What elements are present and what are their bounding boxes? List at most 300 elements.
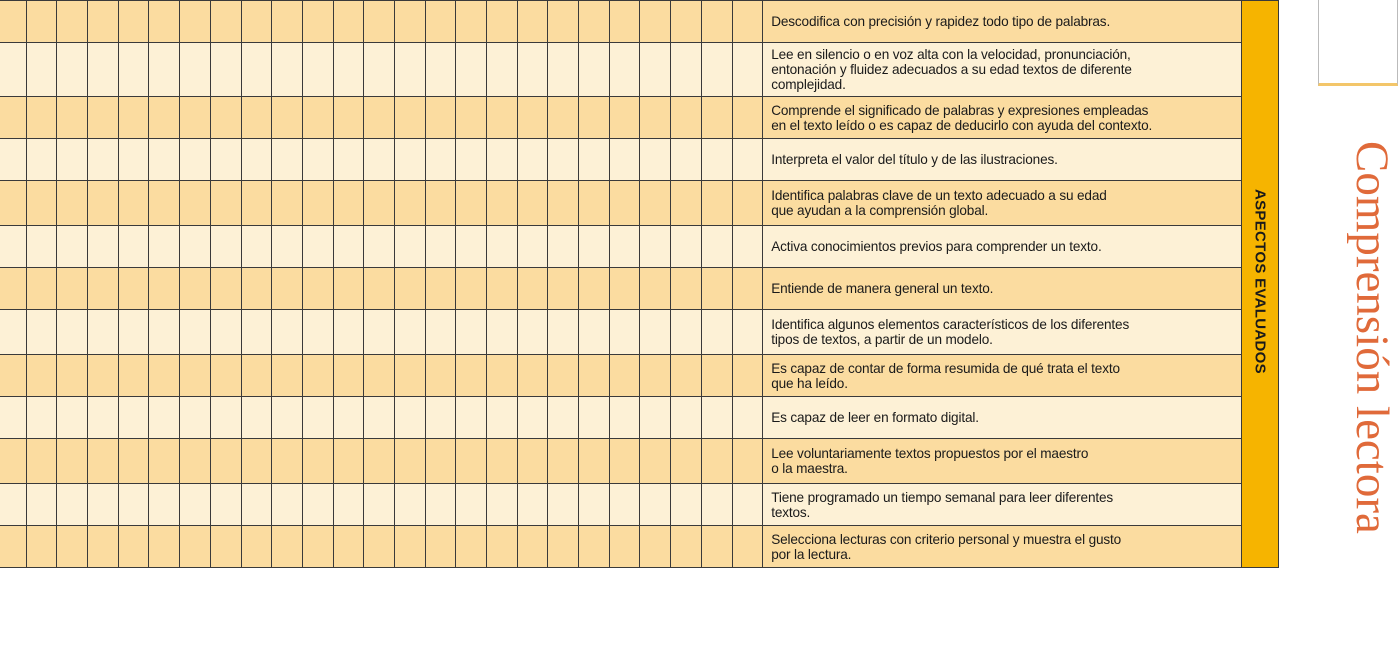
check-cell[interactable] [210, 484, 241, 526]
check-cell[interactable] [364, 226, 395, 268]
check-cell[interactable] [302, 268, 333, 310]
check-cell[interactable] [149, 139, 180, 181]
check-cell[interactable] [394, 43, 425, 97]
check-cell[interactable] [487, 1, 518, 43]
check-cell[interactable] [517, 526, 548, 568]
check-cell[interactable] [579, 139, 610, 181]
check-cell[interactable] [609, 43, 640, 97]
check-cell[interactable] [272, 355, 303, 397]
check-cell[interactable] [579, 43, 610, 97]
check-cell[interactable] [333, 97, 364, 139]
check-cell[interactable] [425, 397, 456, 439]
check-cell[interactable] [640, 484, 671, 526]
check-cell[interactable] [57, 355, 88, 397]
check-cell[interactable] [26, 439, 57, 484]
check-cell[interactable] [364, 181, 395, 226]
check-cell[interactable] [180, 181, 211, 226]
check-cell[interactable] [210, 397, 241, 439]
check-cell[interactable] [640, 139, 671, 181]
check-cell[interactable] [210, 226, 241, 268]
check-cell[interactable] [180, 226, 211, 268]
check-cell[interactable] [640, 526, 671, 568]
check-cell[interactable] [732, 439, 763, 484]
check-cell[interactable] [425, 526, 456, 568]
check-cell[interactable] [88, 43, 119, 97]
check-cell[interactable] [180, 439, 211, 484]
check-cell[interactable] [364, 397, 395, 439]
check-cell[interactable] [26, 484, 57, 526]
check-cell[interactable] [0, 310, 26, 355]
check-cell[interactable] [180, 526, 211, 568]
check-cell[interactable] [579, 397, 610, 439]
check-cell[interactable] [548, 1, 579, 43]
check-cell[interactable] [548, 139, 579, 181]
check-cell[interactable] [26, 397, 57, 439]
check-cell[interactable] [272, 181, 303, 226]
check-cell[interactable] [118, 97, 149, 139]
check-cell[interactable] [333, 139, 364, 181]
check-cell[interactable] [394, 268, 425, 310]
check-cell[interactable] [456, 439, 487, 484]
check-cell[interactable] [364, 526, 395, 568]
check-cell[interactable] [118, 310, 149, 355]
check-cell[interactable] [609, 97, 640, 139]
check-cell[interactable] [26, 526, 57, 568]
check-cell[interactable] [425, 139, 456, 181]
check-cell[interactable] [302, 310, 333, 355]
check-cell[interactable] [149, 397, 180, 439]
check-cell[interactable] [88, 1, 119, 43]
check-cell[interactable] [394, 439, 425, 484]
check-cell[interactable] [302, 355, 333, 397]
check-cell[interactable] [487, 439, 518, 484]
check-cell[interactable] [394, 139, 425, 181]
check-cell[interactable] [609, 310, 640, 355]
check-cell[interactable] [732, 355, 763, 397]
check-cell[interactable] [640, 268, 671, 310]
check-cell[interactable] [701, 397, 732, 439]
check-cell[interactable] [732, 226, 763, 268]
check-cell[interactable] [210, 97, 241, 139]
check-cell[interactable] [272, 97, 303, 139]
check-cell[interactable] [701, 355, 732, 397]
check-cell[interactable] [118, 1, 149, 43]
check-cell[interactable] [425, 226, 456, 268]
check-cell[interactable] [456, 181, 487, 226]
check-cell[interactable] [548, 355, 579, 397]
check-cell[interactable] [0, 397, 26, 439]
check-cell[interactable] [241, 484, 272, 526]
check-cell[interactable] [364, 355, 395, 397]
check-cell[interactable] [579, 268, 610, 310]
check-cell[interactable] [394, 97, 425, 139]
check-cell[interactable] [487, 97, 518, 139]
check-cell[interactable] [333, 310, 364, 355]
check-cell[interactable] [487, 226, 518, 268]
check-cell[interactable] [640, 439, 671, 484]
check-cell[interactable] [640, 1, 671, 43]
check-cell[interactable] [241, 226, 272, 268]
check-cell[interactable] [364, 97, 395, 139]
check-cell[interactable] [118, 484, 149, 526]
check-cell[interactable] [118, 226, 149, 268]
check-cell[interactable] [548, 97, 579, 139]
check-cell[interactable] [26, 97, 57, 139]
check-cell[interactable] [671, 43, 702, 97]
check-cell[interactable] [57, 268, 88, 310]
check-cell[interactable] [272, 310, 303, 355]
check-cell[interactable] [333, 397, 364, 439]
check-cell[interactable] [671, 139, 702, 181]
check-cell[interactable] [88, 226, 119, 268]
check-cell[interactable] [456, 484, 487, 526]
check-cell[interactable] [579, 484, 610, 526]
check-cell[interactable] [210, 139, 241, 181]
check-cell[interactable] [118, 268, 149, 310]
check-cell[interactable] [364, 484, 395, 526]
check-cell[interactable] [149, 97, 180, 139]
check-cell[interactable] [456, 310, 487, 355]
check-cell[interactable] [579, 97, 610, 139]
check-cell[interactable] [732, 1, 763, 43]
check-cell[interactable] [517, 139, 548, 181]
check-cell[interactable] [241, 397, 272, 439]
check-cell[interactable] [241, 181, 272, 226]
check-cell[interactable] [732, 181, 763, 226]
check-cell[interactable] [118, 43, 149, 97]
check-cell[interactable] [118, 397, 149, 439]
check-cell[interactable] [517, 43, 548, 97]
check-cell[interactable] [333, 181, 364, 226]
check-cell[interactable] [701, 139, 732, 181]
check-cell[interactable] [517, 268, 548, 310]
check-cell[interactable] [425, 268, 456, 310]
check-cell[interactable] [671, 397, 702, 439]
check-cell[interactable] [425, 1, 456, 43]
check-cell[interactable] [241, 97, 272, 139]
check-cell[interactable] [364, 310, 395, 355]
check-cell[interactable] [609, 484, 640, 526]
check-cell[interactable] [548, 181, 579, 226]
check-cell[interactable] [364, 1, 395, 43]
check-cell[interactable] [272, 397, 303, 439]
check-cell[interactable] [272, 1, 303, 43]
check-cell[interactable] [88, 439, 119, 484]
check-cell[interactable] [0, 484, 26, 526]
check-cell[interactable] [456, 397, 487, 439]
check-cell[interactable] [394, 226, 425, 268]
check-cell[interactable] [394, 397, 425, 439]
check-cell[interactable] [210, 43, 241, 97]
check-cell[interactable] [671, 355, 702, 397]
check-cell[interactable] [0, 526, 26, 568]
check-cell[interactable] [241, 439, 272, 484]
check-cell[interactable] [26, 139, 57, 181]
check-cell[interactable] [548, 310, 579, 355]
check-cell[interactable] [425, 439, 456, 484]
check-cell[interactable] [640, 397, 671, 439]
check-cell[interactable] [241, 310, 272, 355]
check-cell[interactable] [302, 484, 333, 526]
check-cell[interactable] [517, 181, 548, 226]
check-cell[interactable] [394, 181, 425, 226]
check-cell[interactable] [579, 226, 610, 268]
check-cell[interactable] [149, 310, 180, 355]
check-cell[interactable] [333, 355, 364, 397]
check-cell[interactable] [210, 268, 241, 310]
check-cell[interactable] [210, 355, 241, 397]
check-cell[interactable] [487, 484, 518, 526]
check-cell[interactable] [272, 484, 303, 526]
check-cell[interactable] [487, 181, 518, 226]
check-cell[interactable] [57, 97, 88, 139]
check-cell[interactable] [364, 439, 395, 484]
check-cell[interactable] [701, 97, 732, 139]
check-cell[interactable] [671, 226, 702, 268]
check-cell[interactable] [210, 310, 241, 355]
check-cell[interactable] [609, 268, 640, 310]
check-cell[interactable] [0, 226, 26, 268]
check-cell[interactable] [333, 43, 364, 97]
check-cell[interactable] [487, 139, 518, 181]
check-cell[interactable] [180, 139, 211, 181]
check-cell[interactable] [149, 43, 180, 97]
check-cell[interactable] [671, 439, 702, 484]
check-cell[interactable] [333, 484, 364, 526]
check-cell[interactable] [118, 139, 149, 181]
check-cell[interactable] [517, 310, 548, 355]
check-cell[interactable] [579, 526, 610, 568]
check-cell[interactable] [272, 43, 303, 97]
check-cell[interactable] [180, 355, 211, 397]
check-cell[interactable] [149, 355, 180, 397]
check-cell[interactable] [88, 181, 119, 226]
check-cell[interactable] [671, 310, 702, 355]
check-cell[interactable] [57, 43, 88, 97]
check-cell[interactable] [302, 526, 333, 568]
check-cell[interactable] [241, 1, 272, 43]
check-cell[interactable] [180, 97, 211, 139]
check-cell[interactable] [732, 397, 763, 439]
check-cell[interactable] [210, 526, 241, 568]
check-cell[interactable] [180, 1, 211, 43]
check-cell[interactable] [57, 484, 88, 526]
check-cell[interactable] [26, 1, 57, 43]
check-cell[interactable] [26, 355, 57, 397]
check-cell[interactable] [394, 526, 425, 568]
check-cell[interactable] [364, 43, 395, 97]
check-cell[interactable] [333, 526, 364, 568]
check-cell[interactable] [210, 1, 241, 43]
check-cell[interactable] [272, 139, 303, 181]
check-cell[interactable] [579, 1, 610, 43]
check-cell[interactable] [609, 355, 640, 397]
check-cell[interactable] [302, 1, 333, 43]
check-cell[interactable] [548, 43, 579, 97]
check-cell[interactable] [333, 439, 364, 484]
check-cell[interactable] [149, 1, 180, 43]
check-cell[interactable] [149, 439, 180, 484]
check-cell[interactable] [302, 226, 333, 268]
check-cell[interactable] [180, 484, 211, 526]
check-cell[interactable] [671, 268, 702, 310]
check-cell[interactable] [0, 1, 26, 43]
check-cell[interactable] [640, 355, 671, 397]
check-cell[interactable] [241, 526, 272, 568]
check-cell[interactable] [671, 526, 702, 568]
check-cell[interactable] [671, 1, 702, 43]
check-cell[interactable] [701, 439, 732, 484]
check-cell[interactable] [149, 226, 180, 268]
check-cell[interactable] [640, 181, 671, 226]
check-cell[interactable] [732, 484, 763, 526]
check-cell[interactable] [671, 484, 702, 526]
check-cell[interactable] [210, 181, 241, 226]
check-cell[interactable] [26, 310, 57, 355]
check-cell[interactable] [26, 226, 57, 268]
check-cell[interactable] [425, 310, 456, 355]
check-cell[interactable] [425, 355, 456, 397]
check-cell[interactable] [26, 43, 57, 97]
check-cell[interactable] [701, 43, 732, 97]
check-cell[interactable] [302, 181, 333, 226]
check-cell[interactable] [333, 226, 364, 268]
check-cell[interactable] [210, 439, 241, 484]
check-cell[interactable] [640, 43, 671, 97]
check-cell[interactable] [732, 97, 763, 139]
check-cell[interactable] [149, 484, 180, 526]
check-cell[interactable] [517, 439, 548, 484]
check-cell[interactable] [487, 43, 518, 97]
check-cell[interactable] [241, 43, 272, 97]
check-cell[interactable] [149, 526, 180, 568]
check-cell[interactable] [118, 439, 149, 484]
check-cell[interactable] [394, 310, 425, 355]
check-cell[interactable] [180, 310, 211, 355]
check-cell[interactable] [609, 1, 640, 43]
check-cell[interactable] [394, 1, 425, 43]
check-cell[interactable] [548, 226, 579, 268]
check-cell[interactable] [456, 526, 487, 568]
check-cell[interactable] [241, 355, 272, 397]
check-cell[interactable] [701, 1, 732, 43]
check-cell[interactable] [609, 397, 640, 439]
check-cell[interactable] [517, 1, 548, 43]
check-cell[interactable] [88, 97, 119, 139]
check-cell[interactable] [118, 526, 149, 568]
check-cell[interactable] [548, 484, 579, 526]
check-cell[interactable] [487, 355, 518, 397]
check-cell[interactable] [272, 526, 303, 568]
check-cell[interactable] [118, 181, 149, 226]
check-cell[interactable] [57, 1, 88, 43]
check-cell[interactable] [456, 355, 487, 397]
check-cell[interactable] [640, 97, 671, 139]
check-cell[interactable] [57, 226, 88, 268]
check-cell[interactable] [671, 181, 702, 226]
check-cell[interactable] [302, 397, 333, 439]
check-cell[interactable] [517, 397, 548, 439]
check-cell[interactable] [57, 139, 88, 181]
check-cell[interactable] [0, 181, 26, 226]
check-cell[interactable] [180, 43, 211, 97]
check-cell[interactable] [609, 226, 640, 268]
check-cell[interactable] [302, 439, 333, 484]
check-cell[interactable] [364, 268, 395, 310]
check-cell[interactable] [272, 439, 303, 484]
check-cell[interactable] [456, 1, 487, 43]
check-cell[interactable] [118, 355, 149, 397]
check-cell[interactable] [425, 484, 456, 526]
check-cell[interactable] [456, 139, 487, 181]
check-cell[interactable] [425, 181, 456, 226]
check-cell[interactable] [26, 268, 57, 310]
check-cell[interactable] [425, 43, 456, 97]
check-cell[interactable] [241, 139, 272, 181]
check-cell[interactable] [548, 439, 579, 484]
check-cell[interactable] [701, 526, 732, 568]
check-cell[interactable] [456, 268, 487, 310]
check-cell[interactable] [272, 226, 303, 268]
check-cell[interactable] [732, 43, 763, 97]
check-cell[interactable] [88, 397, 119, 439]
check-cell[interactable] [333, 268, 364, 310]
check-cell[interactable] [732, 310, 763, 355]
check-cell[interactable] [57, 439, 88, 484]
check-cell[interactable] [88, 484, 119, 526]
check-cell[interactable] [149, 268, 180, 310]
check-cell[interactable] [302, 97, 333, 139]
check-cell[interactable] [579, 310, 610, 355]
check-cell[interactable] [241, 268, 272, 310]
check-cell[interactable] [88, 139, 119, 181]
check-cell[interactable] [732, 526, 763, 568]
check-cell[interactable] [302, 43, 333, 97]
check-cell[interactable] [640, 310, 671, 355]
check-cell[interactable] [609, 181, 640, 226]
check-cell[interactable] [456, 97, 487, 139]
check-cell[interactable] [88, 310, 119, 355]
check-cell[interactable] [26, 181, 57, 226]
check-cell[interactable] [548, 268, 579, 310]
check-cell[interactable] [609, 139, 640, 181]
check-cell[interactable] [487, 268, 518, 310]
check-cell[interactable] [640, 226, 671, 268]
check-cell[interactable] [701, 226, 732, 268]
check-cell[interactable] [0, 139, 26, 181]
check-cell[interactable] [579, 355, 610, 397]
check-cell[interactable] [579, 181, 610, 226]
check-cell[interactable] [88, 526, 119, 568]
check-cell[interactable] [394, 484, 425, 526]
check-cell[interactable] [456, 43, 487, 97]
check-cell[interactable] [0, 355, 26, 397]
check-cell[interactable] [517, 355, 548, 397]
check-cell[interactable] [609, 439, 640, 484]
check-cell[interactable] [701, 310, 732, 355]
check-cell[interactable] [732, 139, 763, 181]
check-cell[interactable] [517, 97, 548, 139]
check-cell[interactable] [0, 439, 26, 484]
check-cell[interactable] [548, 397, 579, 439]
check-cell[interactable] [149, 181, 180, 226]
check-cell[interactable] [57, 181, 88, 226]
check-cell[interactable] [487, 526, 518, 568]
check-cell[interactable] [394, 355, 425, 397]
check-cell[interactable] [0, 268, 26, 310]
check-cell[interactable] [701, 268, 732, 310]
check-cell[interactable] [0, 97, 26, 139]
